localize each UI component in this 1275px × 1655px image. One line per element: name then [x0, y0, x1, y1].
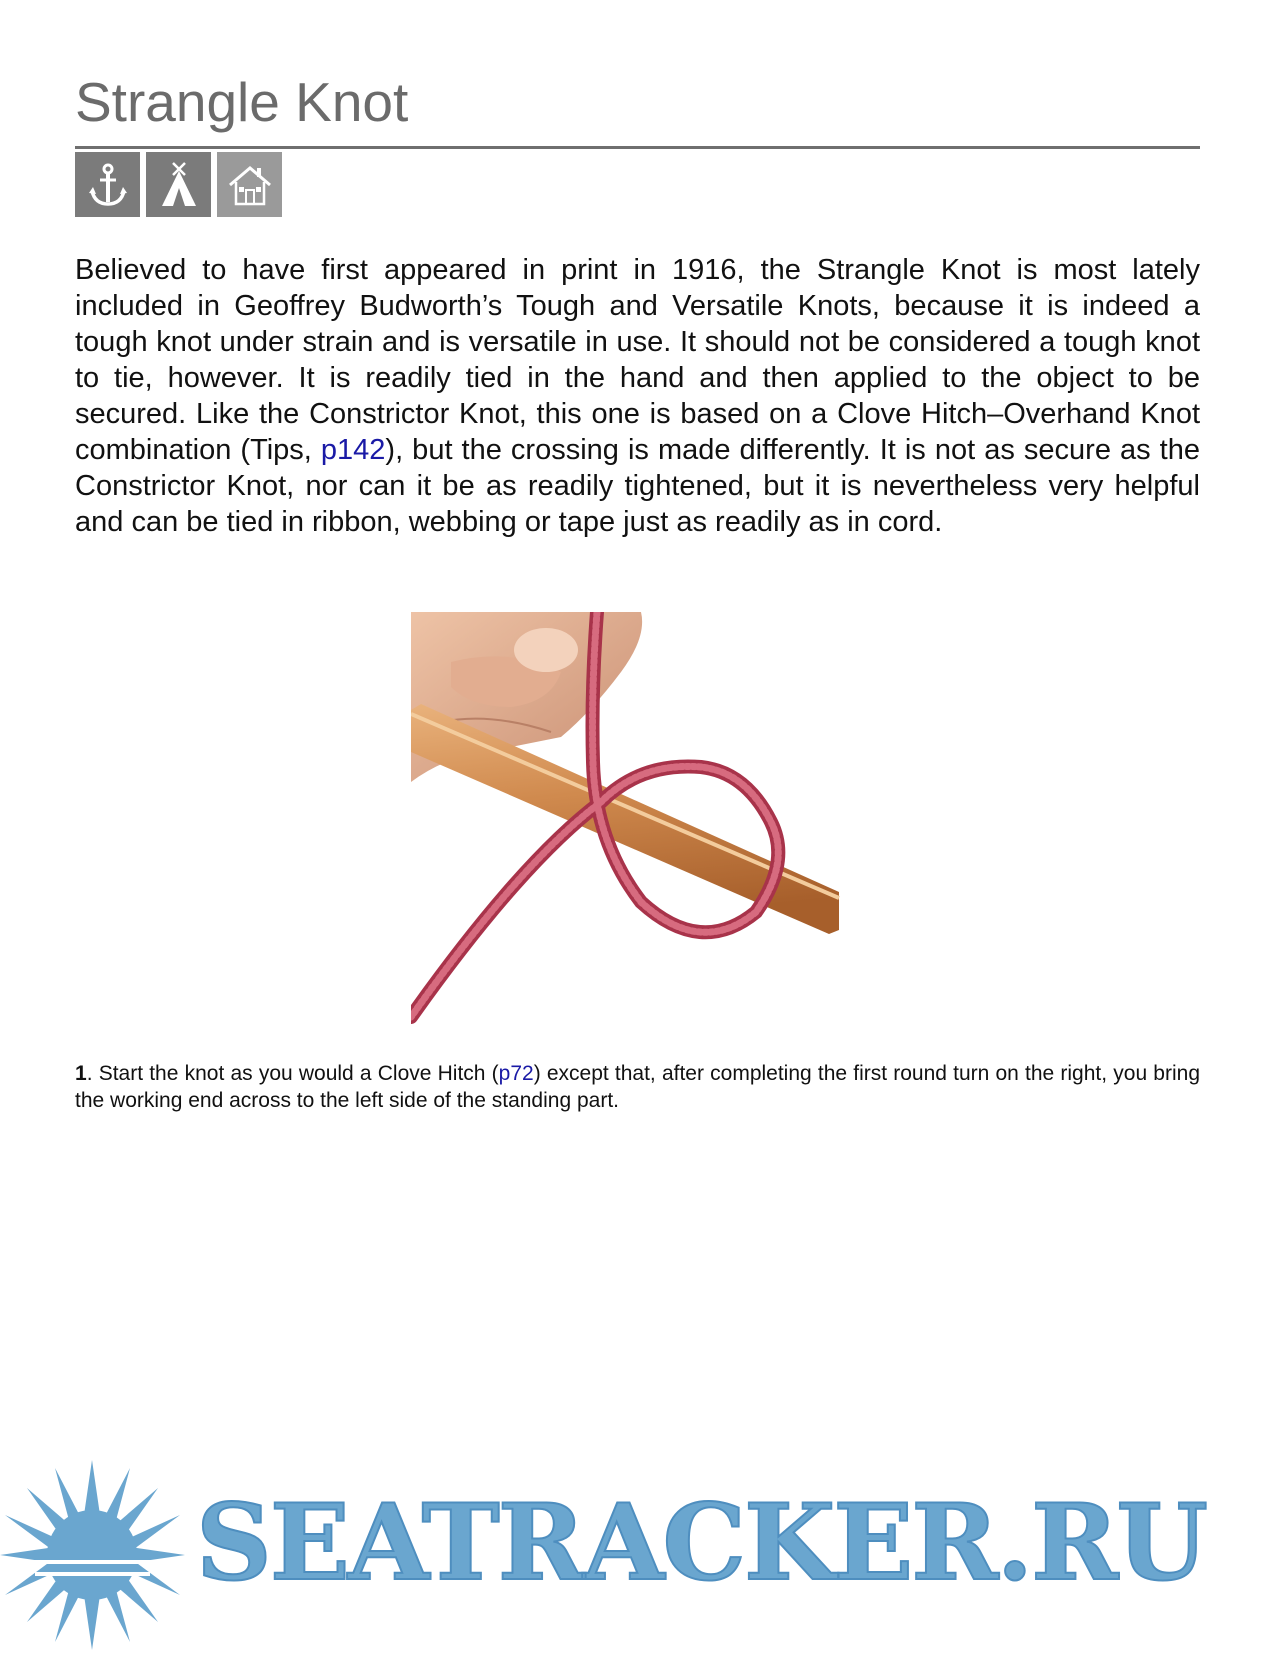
step-1-text-2: ) except that, after completing the first round turn on the right, you bring the working end across to the left side of the standing part. — [75, 1062, 1200, 1112]
tips-page-link[interactable]: p142 — [320, 434, 386, 466]
title-divider — [75, 146, 1200, 149]
step-number: 1 — [75, 1062, 87, 1085]
tent-icon — [146, 152, 211, 217]
step-1-text-1: . Start the knot as you would a Clove Hitch ( — [86, 1062, 499, 1085]
step-1-caption — [75, 1060, 1200, 1114]
activity-icons — [75, 152, 282, 217]
knot-photo — [411, 612, 841, 1032]
sun-logo-icon — [0, 1460, 185, 1655]
clove-hitch-link[interactable]: p72 — [498, 1062, 534, 1085]
anchor-icon — [75, 152, 140, 217]
intro-text-2: ), but the crossing is made differently. It is not as secure as the Constrictor Knot, nor can it be as readily tightened, but it is nevertheless very helpful and can be tied in ribbon, webbing or tape just as readily as in cord. — [75, 434, 1200, 538]
intro-paragraph — [75, 252, 1200, 540]
intro-text-1: Believed to have first appeared in print in 1916, the Strangle Knot is most lately included in Geoffrey Budworth’s Tough and Versatile Knots, because it is indeed a tough knot under strain and is versatile in use. It should not be considered a tough knot to tie, however. It is readily tied in the hand and then applied to the object to be secured. Like the Constrictor Knot, this one is based on a Clove Hitch–Overhand Knot combination (Tips, — [75, 254, 1200, 466]
watermark-text: SEATRACKER.RU — [196, 1480, 1206, 1604]
house-icon — [217, 152, 282, 217]
page-title: Strangle Knot — [75, 71, 409, 133]
